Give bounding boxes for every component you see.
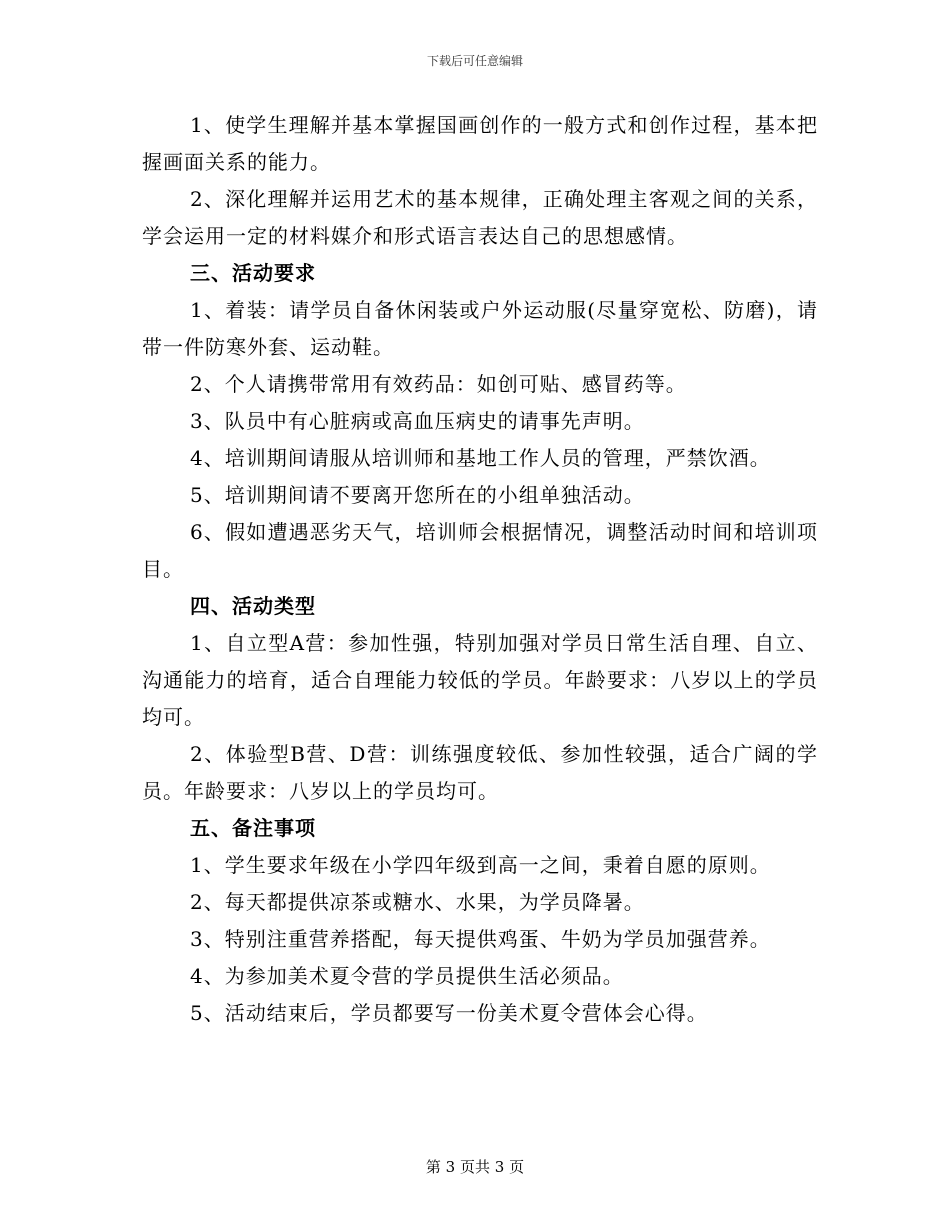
paragraph: 2、个人请携带常用有效药品：如创可贴、感冒药等。: [190, 372, 687, 396]
paragraph: 4、为参加美术夏令营的学员提供生活必须品。: [190, 964, 624, 988]
paragraph: 5、活动结束后，学员都要写一份美术夏令营体会心得。: [190, 1001, 708, 1025]
section-heading: 四、活动类型: [190, 594, 316, 618]
paragraph: 1、自立型A营：参加性强，特别加强对学员日常生活自理、自立、沟通能力的培育，适合自理能力较低的学员。年龄要求：八岁以上的学员均可。: [142, 631, 818, 729]
section-heading: 三、活动要求: [190, 261, 316, 285]
paragraph: 1、着装：请学员自备休闲装或户外运动服(尽量穿宽松、防磨)，请带一件防寒外套、运动鞋。: [142, 298, 818, 359]
paragraph: 1、学生要求年级在小学四年级到高一之间，秉着自愿的原则。: [190, 853, 771, 877]
paragraph: 1、使学生理解并基本掌握国画创作的一般方式和创作过程，基本把握画面关系的能力。: [142, 113, 818, 174]
paragraph: 3、特别注重营养搭配，每天提供鸡蛋、牛奶为学员加强营养。: [190, 927, 771, 951]
paragraph: 2、体验型B营、D营：训练强度较低、参加性较强，适合广阔的学员。年龄要求：八岁以上的学员均可。: [142, 742, 818, 803]
page-footer: 第 3 页共 3 页: [425, 1158, 525, 1176]
paragraph: 3、队员中有心脏病或高血压病史的请事先声明。: [190, 409, 645, 433]
paragraph: 5、培训期间请不要离开您所在的小组单独活动。: [190, 483, 645, 507]
page-header: 下载后可任意编辑: [426, 54, 523, 68]
document-body: [142, 107, 818, 1032]
section-heading: 五、备注事项: [190, 816, 316, 840]
paragraph: 2、每天都提供凉茶或糖水、水果，为学员降暑。: [190, 890, 645, 914]
paragraph: 6、假如遭遇恶劣天气，培训师会根据情况，调整活动时间和培训项目。: [142, 520, 818, 581]
paragraph: 2、深化理解并运用艺术的基本规律，正确处理主客观之间的关系，学会运用一定的材料媒介和形式语言表达自己的思想感情。: [142, 187, 818, 248]
paragraph: 4、培训期间请服从培训师和基地工作人员的管理，严禁饮酒。: [190, 446, 771, 470]
